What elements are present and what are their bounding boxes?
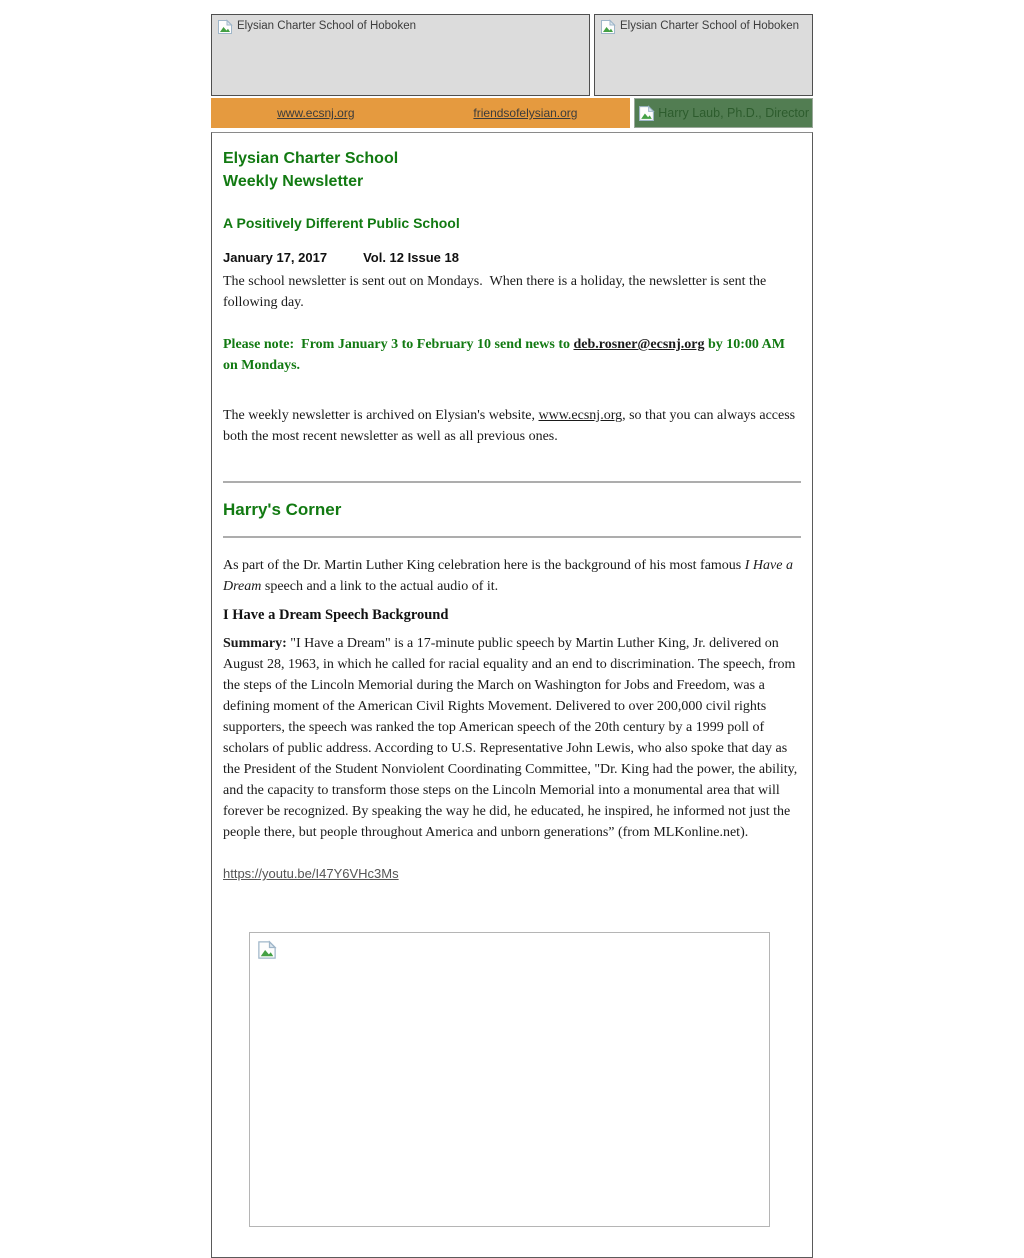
schedule-paragraph: The school newsletter is sent out on Mondays. When there is a holiday, the newsletter is sent the following day. (223, 274, 770, 310)
content-image-placeholder (249, 932, 770, 1227)
logo-alt-text: Elysian Charter School of Hoboken (620, 20, 799, 32)
orange-link-bar (211, 98, 630, 128)
nav-link-cell (211, 98, 421, 128)
broken-image-icon (600, 19, 616, 35)
video-link-paragraph (223, 865, 801, 883)
note-text-before: Please note: From January 3 to February 10 send news to (223, 337, 574, 352)
newsletter-title (223, 147, 801, 193)
summary-label: Summary: (223, 636, 287, 651)
youtube-video-link[interactable]: https://youtu.be/I47Y6VHc3Ms (223, 866, 399, 881)
archive-text-before: The weekly newsletter is archived on Elysian's website, (223, 408, 539, 423)
section-divider (223, 481, 801, 483)
director-image-placeholder (634, 98, 813, 128)
header-logo-row (211, 14, 813, 96)
newsletter-title-line1: Elysian Charter School (223, 150, 399, 167)
ecsnj-org-link[interactable]: www.ecsnj.org (277, 106, 355, 120)
director-alt-text: Harry Laub, Ph.D., Director (658, 106, 809, 120)
broken-image-icon (257, 940, 277, 960)
broken-image-icon (638, 105, 655, 122)
logo-image-placeholder-right (594, 14, 813, 96)
newsletter-email (211, 14, 813, 1258)
logo-alt-text: Elysian Charter School of Hoboken (237, 20, 416, 32)
volume-issue: Vol. 12 Issue 18 (363, 250, 459, 265)
issue-date: January 17, 2017 (223, 250, 328, 265)
friendsofelysian-org-link[interactable]: friendsofelysian.org (473, 106, 578, 120)
mlk-intro-after: speech and a link to the actual audio of it. (261, 579, 499, 594)
archive-text-after: , so that you can always access both the most recent newsletter as well as all previous ones. (223, 408, 799, 444)
mlk-intro-before: As part of the Dr. Martin Luther King celebration here is the background of his most famous (223, 558, 745, 573)
deb-rosner-email-link[interactable]: deb.rosner@ecsnj.org (573, 337, 705, 352)
speech-background-subheading: I Have a Dream Speech Background (223, 607, 449, 623)
note-paragraph (223, 334, 801, 376)
newsletter-title-line2: Weekly Newsletter (223, 173, 364, 190)
summary-text: "I Have a Dream" is a 17-minute public speech by Martin Luther King, Jr. delivered on August 28, 1963, in which he called for racial equality and an end to discrimination. The speech, from the steps of the Lincoln Memorial during the March on Washington for Jobs and Freedom, was a defining moment of the American Civil Rights Movement. Delivered to over 200,000 civil rights supporters, the speech was ranked the top American speech of the 20th century by a 1999 poll of scholars of public address. According to U.S. Representative John Lewis, who also spoke that day as the President of the Student Nonviolent Coordinating Committee, "Dr. King had the power, the ability, and the capacity to transform those steps on the Lincoln Memorial into a monumental area that will forever be recognized. By speaking the way he did, he educated, he inspired, he informed not just the people there, but people throughout America and unborn generations” (from MLKonline.net). (223, 636, 801, 840)
logo-image-placeholder-left (211, 14, 590, 96)
section-divider (223, 536, 801, 538)
i-have-a-dream-italic: I Have a Dream (223, 558, 797, 594)
harrys-corner-heading: Harry's Corner (223, 500, 342, 519)
newsletter-body (211, 132, 813, 1258)
ecsnj-website-link[interactable]: www.ecsnj.org (538, 408, 623, 423)
archive-paragraph (223, 405, 801, 447)
issue-dateline (223, 250, 801, 265)
nav-bar-row (211, 98, 813, 128)
note-text-after: by 10:00 AM on Mondays. (223, 337, 789, 373)
school-tagline: A Positively Different Public School (223, 215, 460, 231)
nav-link-cell (421, 98, 631, 128)
broken-image-icon (217, 19, 233, 35)
mlk-intro-paragraph (223, 555, 801, 597)
summary-paragraph (223, 633, 801, 843)
